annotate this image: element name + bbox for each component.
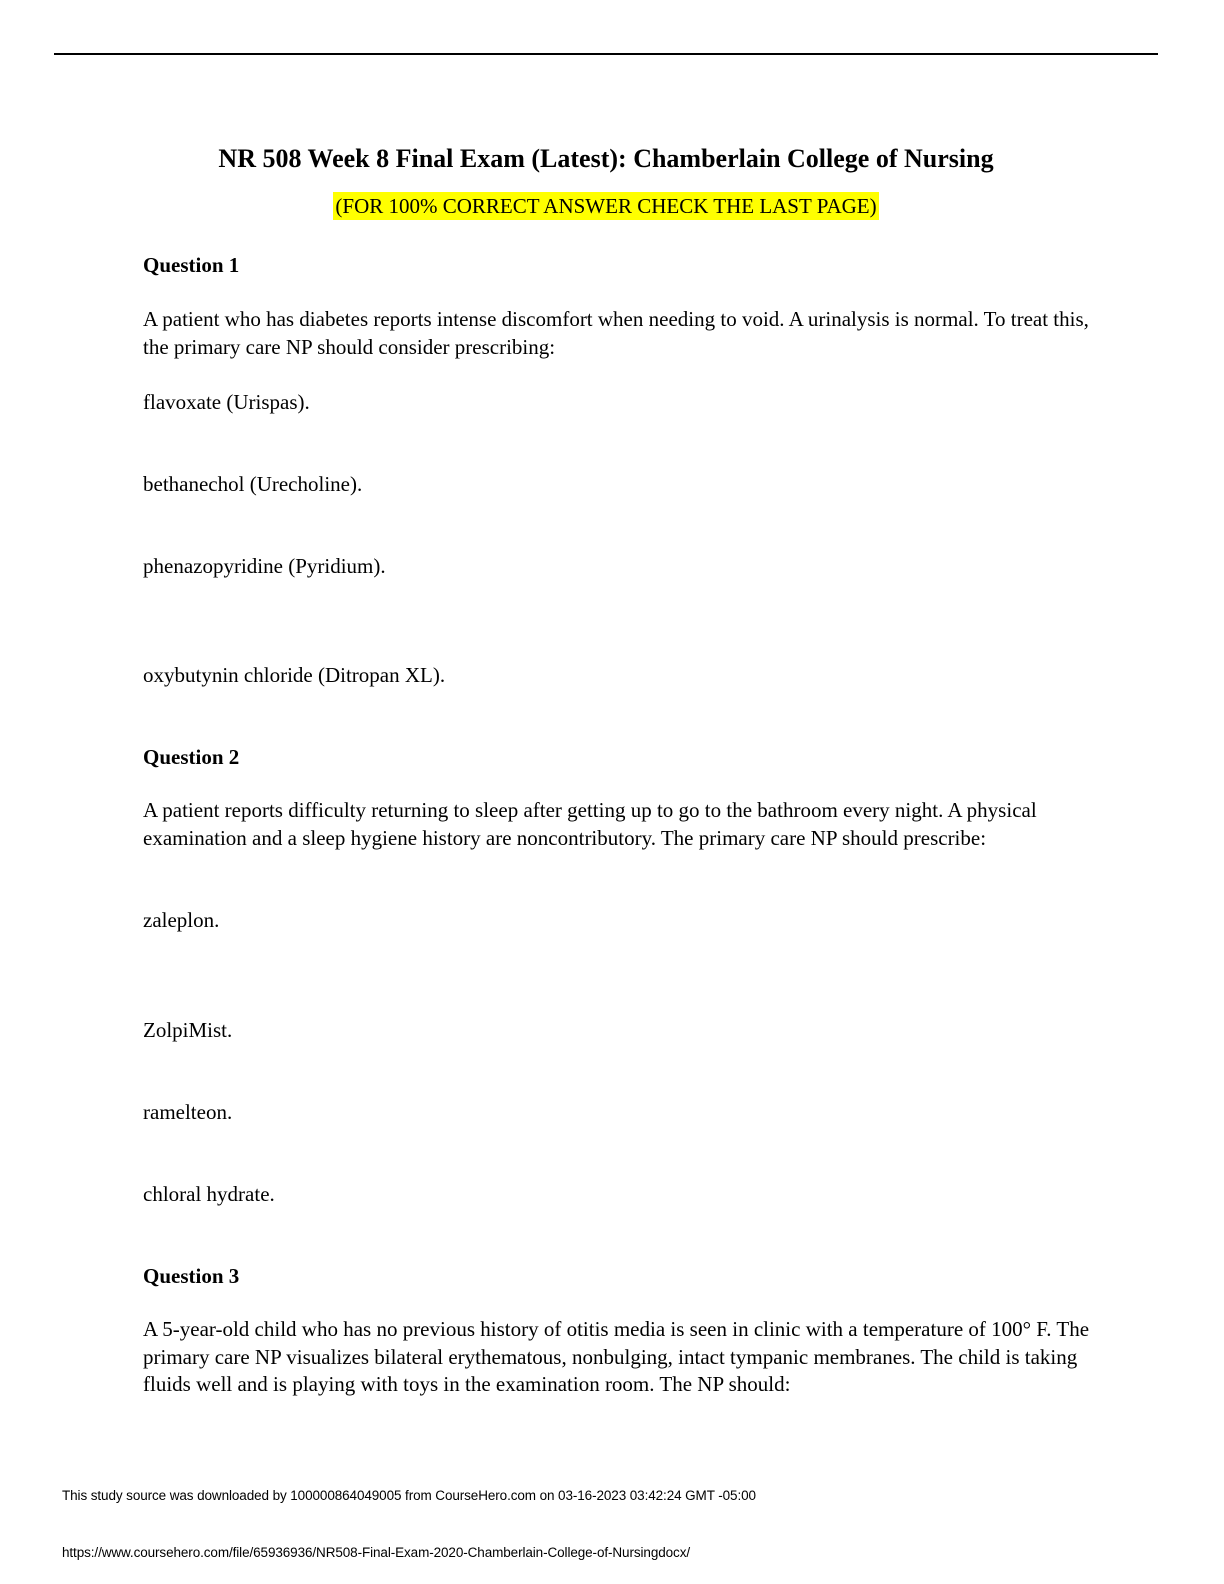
answer-notice-highlight: (FOR 100% CORRECT ANSWER CHECK THE LAST PAGE) <box>335 194 877 218</box>
question-2-option-d: chloral hydrate. <box>143 1182 275 1206</box>
question-1-stem: A patient who has diabetes reports intense discomfort when needing to void. A urinalysis is normal. To treat this, the primary care NP should consider prescribing: <box>143 307 1089 359</box>
question-1-option-b: bethanechol (Urecholine). <box>143 472 363 496</box>
question-1-option-a: flavoxate (Urispas). <box>143 390 310 414</box>
question-1-option-d: oxybutynin chloride (Ditropan XL). <box>143 663 446 687</box>
question-3-stem: A 5-year-old child who has no previous history of otitis media is seen in clinic with a temperature of 100° F. The primary care NP visualizes bilateral erythematous, nonbulging, intact tympanic membranes. The child is taking fluids well and is playing with toys in the examination room. The NP should: <box>143 1317 1090 1396</box>
question-1-option-c: phenazopyridine (Pyridium). <box>143 554 386 578</box>
header-rule <box>54 53 1158 55</box>
page-title: NR 508 Week 8 Final Exam (Latest): Chamberlain College of Nursing <box>218 144 994 173</box>
source-url-link[interactable]: https://www.coursehero.com/file/65936936/NR508-Final-Exam-2020-Chamberlain-College-of-Nursingdocx/ <box>62 1545 690 1560</box>
question-2-option-c: ramelteon. <box>143 1100 233 1124</box>
question-2-option-b: ZolpiMist. <box>143 1018 233 1042</box>
question-2-option-a: zaleplon. <box>143 908 220 932</box>
question-3-title: Question 3 <box>143 1264 240 1288</box>
subtitle-container <box>0 192 1212 220</box>
question-2-title: Question 2 <box>143 745 240 769</box>
question-1-title: Question 1 <box>143 253 240 277</box>
download-source-note: This study source was downloaded by 100000864049005 from CourseHero.com on 03-16-2023 03:42:24 GMT -05:00 <box>62 1488 756 1503</box>
question-2-stem: A patient reports difficulty returning to sleep after getting up to go to the bathroom every night. A physical examination and a sleep hygiene history are noncontributory. The primary care NP should prescribe: <box>143 798 1037 850</box>
